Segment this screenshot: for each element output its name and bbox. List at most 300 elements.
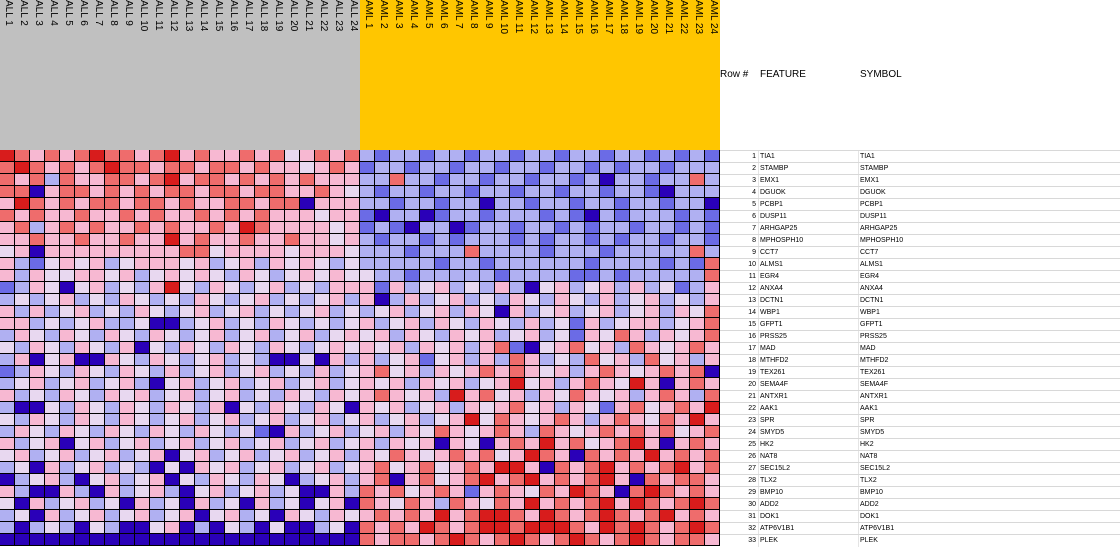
- heatmap-cell: [435, 510, 450, 522]
- heatmap-cell: [75, 522, 90, 534]
- column-label: [585, 0, 600, 150]
- heatmap-cell: [270, 534, 285, 546]
- heatmap-cell: [210, 306, 225, 318]
- column-label-text: ALL 9: [123, 0, 134, 26]
- heatmap-cell: [375, 510, 390, 522]
- heatmap-cell: [570, 354, 585, 366]
- heatmap-cell: [30, 438, 45, 450]
- heatmap-cell: [555, 270, 570, 282]
- row-symbol: BMP10: [860, 489, 883, 496]
- heatmap-cell: [345, 450, 360, 462]
- heatmap-cell: [60, 282, 75, 294]
- heatmap-cell: [510, 390, 525, 402]
- heatmap-cell: [45, 318, 60, 330]
- heatmap-cell: [360, 294, 375, 306]
- heatmap-cell: [195, 414, 210, 426]
- heatmap-cell: [600, 534, 615, 546]
- heatmap-cell: [0, 270, 15, 282]
- column-label: [705, 0, 720, 150]
- heatmap-cell: [75, 330, 90, 342]
- heatmap-cell: [495, 510, 510, 522]
- column-label: [345, 0, 360, 150]
- heatmap-cell: [150, 318, 165, 330]
- column-label-text: ALL 5: [63, 0, 74, 26]
- heatmap-cell: [435, 150, 450, 162]
- heatmap-cell: [150, 390, 165, 402]
- row-number: 20: [748, 381, 756, 388]
- heatmap-cell: [690, 522, 705, 534]
- heatmap-cell: [540, 522, 555, 534]
- heatmap-cell: [405, 414, 420, 426]
- heatmap-cell: [690, 450, 705, 462]
- heatmap-cell: [705, 318, 720, 330]
- heatmap-cell: [240, 294, 255, 306]
- heatmap-cell: [135, 210, 150, 222]
- heatmap-cell: [555, 306, 570, 318]
- heatmap-cell: [525, 354, 540, 366]
- heatmap-cell: [285, 306, 300, 318]
- heatmap-cell: [585, 438, 600, 450]
- heatmap-cell: [345, 522, 360, 534]
- heatmap-cell: [75, 294, 90, 306]
- heatmap-cell: [480, 306, 495, 318]
- heatmap-cell: [360, 366, 375, 378]
- heatmap-cell: [660, 234, 675, 246]
- heatmap-cell: [180, 486, 195, 498]
- heatmap-cell: [465, 426, 480, 438]
- heatmap-cell: [210, 282, 225, 294]
- heatmap-cell: [420, 222, 435, 234]
- heatmap-cell: [615, 510, 630, 522]
- heatmap-cell: [435, 438, 450, 450]
- heatmap-cell: [405, 270, 420, 282]
- column-label-text: ALL 3: [33, 0, 44, 26]
- heatmap-cell: [585, 534, 600, 546]
- heatmap-cell: [90, 522, 105, 534]
- column-label: [165, 0, 180, 150]
- heatmap-cell: [75, 162, 90, 174]
- heatmap-cell: [75, 222, 90, 234]
- heatmap-cell: [525, 378, 540, 390]
- heatmap-cell: [645, 162, 660, 174]
- heatmap-cell: [480, 510, 495, 522]
- heatmap-cell: [360, 318, 375, 330]
- heatmap-cell: [150, 414, 165, 426]
- heatmap-cell: [285, 186, 300, 198]
- heatmap-cell: [60, 330, 75, 342]
- heatmap-cell: [135, 522, 150, 534]
- heatmap-cell: [75, 150, 90, 162]
- heatmap-cell: [510, 522, 525, 534]
- heatmap-cell: [390, 462, 405, 474]
- heatmap-cell: [90, 294, 105, 306]
- heatmap-cell: [315, 306, 330, 318]
- heatmap-cell: [210, 246, 225, 258]
- heatmap-cell: [600, 294, 615, 306]
- heatmap-cell: [315, 162, 330, 174]
- heatmap-cell: [315, 342, 330, 354]
- heatmap-cell: [600, 426, 615, 438]
- heatmap-cell: [450, 498, 465, 510]
- heatmap-cell: [585, 426, 600, 438]
- heatmap-cell: [285, 414, 300, 426]
- heatmap-cell: [90, 426, 105, 438]
- heatmap-cell: [315, 198, 330, 210]
- heatmap-cell: [240, 510, 255, 522]
- heatmap-cell: [210, 486, 225, 498]
- heatmap-cell: [360, 150, 375, 162]
- heatmap-cell: [165, 390, 180, 402]
- column-label-text: AML 20: [648, 0, 659, 35]
- heatmap-cell: [390, 426, 405, 438]
- heatmap-cell: [555, 246, 570, 258]
- heatmap-cell: [585, 306, 600, 318]
- row-feature: SEMA4F: [760, 381, 789, 388]
- heatmap-cell: [270, 474, 285, 486]
- heatmap-cell: [690, 378, 705, 390]
- heatmap-cell: [120, 162, 135, 174]
- heatmap-cell: [285, 510, 300, 522]
- heatmap-cell: [705, 342, 720, 354]
- heatmap-cell: [210, 162, 225, 174]
- row-feature: WBP1: [760, 309, 780, 316]
- heatmap-cell: [675, 402, 690, 414]
- heatmap-cell: [675, 342, 690, 354]
- row-number: 6: [752, 213, 756, 220]
- heatmap-cell: [525, 450, 540, 462]
- heatmap-cell: [195, 258, 210, 270]
- row-number: 23: [748, 417, 756, 424]
- heatmap-cell: [630, 222, 645, 234]
- heatmap-cell: [555, 486, 570, 498]
- heatmap-cell: [405, 534, 420, 546]
- heatmap-cell: [630, 402, 645, 414]
- heatmap-cell: [195, 450, 210, 462]
- heatmap-cell: [570, 414, 585, 426]
- heatmap-cell: [300, 282, 315, 294]
- heatmap-cell: [300, 174, 315, 186]
- heatmap-cell: [705, 210, 720, 222]
- heatmap-cell: [105, 330, 120, 342]
- heatmap-cell: [525, 306, 540, 318]
- heatmap-cell: [345, 186, 360, 198]
- heatmap-cell: [405, 234, 420, 246]
- heatmap-cell: [75, 378, 90, 390]
- heatmap-cell: [675, 330, 690, 342]
- heatmap-cell: [690, 462, 705, 474]
- heatmap-cell: [585, 510, 600, 522]
- heatmap-cell: [555, 450, 570, 462]
- column-label-text: ALL 6: [78, 0, 89, 26]
- heatmap-cell: [195, 378, 210, 390]
- heatmap-cell: [375, 414, 390, 426]
- heatmap-cell: [45, 462, 60, 474]
- heatmap-cell: [285, 246, 300, 258]
- heatmap-cell: [630, 198, 645, 210]
- heatmap-cell: [60, 462, 75, 474]
- heatmap-cell: [150, 474, 165, 486]
- heatmap-cell: [300, 462, 315, 474]
- heatmap-cell: [45, 438, 60, 450]
- heatmap-cell: [480, 354, 495, 366]
- heatmap-cell: [210, 294, 225, 306]
- heatmap-cell: [480, 342, 495, 354]
- heatmap-cell: [30, 186, 45, 198]
- heatmap-cell: [360, 534, 375, 546]
- row-symbol: MTHFD2: [860, 357, 889, 364]
- heatmap-cell: [585, 174, 600, 186]
- heatmap-cell: [165, 282, 180, 294]
- heatmap-cell: [690, 534, 705, 546]
- heatmap-cell: [615, 222, 630, 234]
- heatmap-cell: [120, 198, 135, 210]
- column-label: [150, 0, 165, 150]
- heatmap-cell: [615, 234, 630, 246]
- heatmap-cell: [120, 186, 135, 198]
- heatmap-cell: [90, 174, 105, 186]
- heatmap-cell: [120, 222, 135, 234]
- heatmap-cell: [480, 186, 495, 198]
- row-symbol: EMX1: [860, 177, 880, 184]
- heatmap-cell: [270, 318, 285, 330]
- heatmap-cell: [450, 342, 465, 354]
- heatmap-cell: [180, 306, 195, 318]
- heatmap-cell: [270, 426, 285, 438]
- heatmap-cell: [225, 390, 240, 402]
- heatmap-cell: [285, 270, 300, 282]
- heatmap-cell: [510, 510, 525, 522]
- heatmap-cell: [390, 258, 405, 270]
- heatmap-cell: [225, 162, 240, 174]
- heatmap-cell: [540, 510, 555, 522]
- heatmap-cell: [120, 210, 135, 222]
- heatmap-cell: [645, 354, 660, 366]
- heatmap-cell: [405, 162, 420, 174]
- heatmap-cell: [435, 246, 450, 258]
- row-feature: EMX1: [760, 177, 780, 184]
- heatmap-cell: [255, 294, 270, 306]
- heatmap-cell: [330, 234, 345, 246]
- heatmap-cell: [225, 354, 240, 366]
- heatmap-cell: [105, 150, 120, 162]
- heatmap-cell: [435, 402, 450, 414]
- heatmap-cell: [390, 162, 405, 174]
- heatmap-cell: [390, 390, 405, 402]
- heatmap-cell: [90, 414, 105, 426]
- heatmap-cell: [300, 198, 315, 210]
- heatmap-cell: [495, 294, 510, 306]
- heatmap-cell: [195, 426, 210, 438]
- heatmap-cell: [255, 186, 270, 198]
- heatmap-cell: [240, 342, 255, 354]
- row-symbol: PCBP1: [860, 201, 883, 208]
- heatmap-cell: [285, 198, 300, 210]
- heatmap-cell: [240, 246, 255, 258]
- heatmap-cell: [45, 342, 60, 354]
- heatmap-cell: [705, 306, 720, 318]
- heatmap-cell: [480, 270, 495, 282]
- heatmap-cell: [480, 246, 495, 258]
- heatmap-cell: [390, 234, 405, 246]
- heatmap-cell: [555, 234, 570, 246]
- heatmap-cell: [195, 522, 210, 534]
- heatmap-cell: [360, 378, 375, 390]
- heatmap-cell: [30, 522, 45, 534]
- heatmap-cell: [450, 354, 465, 366]
- heatmap-cell: [330, 510, 345, 522]
- heatmap-cell: [165, 450, 180, 462]
- heatmap-cell: [360, 330, 375, 342]
- heatmap-cell: [45, 198, 60, 210]
- heatmap-cell: [165, 294, 180, 306]
- heatmap-cell: [75, 510, 90, 522]
- heatmap-cell: [120, 402, 135, 414]
- heatmap-cell: [570, 342, 585, 354]
- heatmap-cell: [255, 510, 270, 522]
- row-number: 28: [748, 477, 756, 484]
- heatmap-cell: [45, 174, 60, 186]
- heatmap-cell: [480, 222, 495, 234]
- heatmap-cell: [450, 306, 465, 318]
- heatmap-cell: [105, 162, 120, 174]
- heatmap-cell: [540, 342, 555, 354]
- heatmap-cell: [180, 186, 195, 198]
- heatmap-cell: [405, 366, 420, 378]
- column-label: [675, 0, 690, 150]
- heatmap-cell: [450, 366, 465, 378]
- heatmap-cell: [705, 282, 720, 294]
- heatmap-cell: [165, 210, 180, 222]
- heatmap-cell: [435, 222, 450, 234]
- heatmap-cell: [525, 174, 540, 186]
- heatmap-cell: [45, 210, 60, 222]
- heatmap-cell: [630, 234, 645, 246]
- heatmap-cell: [555, 210, 570, 222]
- heatmap-cell: [285, 438, 300, 450]
- heatmap-cell: [420, 282, 435, 294]
- heatmap-cell: [450, 390, 465, 402]
- heatmap-cell: [690, 342, 705, 354]
- column-label: [15, 0, 30, 150]
- heatmap-cell: [585, 258, 600, 270]
- heatmap-cell: [105, 234, 120, 246]
- heatmap-cell: [465, 378, 480, 390]
- heatmap-cell: [690, 198, 705, 210]
- heatmap-cell: [105, 486, 120, 498]
- heatmap-cell: [135, 222, 150, 234]
- heatmap-cell: [135, 354, 150, 366]
- heatmap-cell: [390, 330, 405, 342]
- heatmap-cell: [75, 366, 90, 378]
- heatmap-cell: [75, 534, 90, 546]
- heatmap-cell: [30, 342, 45, 354]
- heatmap-cell: [525, 198, 540, 210]
- row-number-header: Row #: [720, 69, 749, 80]
- heatmap-cell: [360, 306, 375, 318]
- heatmap-cell: [600, 474, 615, 486]
- heatmap-cell: [435, 462, 450, 474]
- heatmap-cell: [570, 294, 585, 306]
- heatmap-cell: [210, 390, 225, 402]
- heatmap-cell: [645, 174, 660, 186]
- heatmap-cell: [105, 474, 120, 486]
- heatmap-cell: [555, 222, 570, 234]
- column-label: [300, 0, 315, 150]
- heatmap-cell: [600, 330, 615, 342]
- heatmap-cell: [120, 294, 135, 306]
- heatmap-cell: [0, 186, 15, 198]
- heatmap-cell: [525, 330, 540, 342]
- heatmap-cell: [90, 306, 105, 318]
- heatmap-cell: [135, 366, 150, 378]
- heatmap-cell: [375, 522, 390, 534]
- column-label: [45, 0, 60, 150]
- heatmap-cell: [120, 414, 135, 426]
- heatmap-cell: [330, 414, 345, 426]
- row-symbol: ADD2: [860, 501, 879, 508]
- row-feature: PRSS25: [760, 333, 787, 340]
- heatmap-cell: [660, 150, 675, 162]
- heatmap-cell: [510, 186, 525, 198]
- heatmap-cell: [540, 426, 555, 438]
- heatmap-cell: [195, 402, 210, 414]
- row-feature: SPR: [760, 417, 775, 424]
- heatmap-cell: [255, 474, 270, 486]
- row-number: 1: [752, 153, 756, 160]
- heatmap-cell: [30, 306, 45, 318]
- column-label-text: AML 22: [678, 0, 689, 35]
- heatmap-cell: [120, 354, 135, 366]
- heatmap-cell: [195, 354, 210, 366]
- heatmap-cell: [630, 522, 645, 534]
- heatmap-cell: [465, 450, 480, 462]
- row-symbol: SMYD5: [860, 429, 885, 436]
- heatmap-cell: [420, 330, 435, 342]
- heatmap-cell: [360, 498, 375, 510]
- heatmap-cell: [420, 210, 435, 222]
- heatmap-cell: [600, 174, 615, 186]
- heatmap-cell: [375, 210, 390, 222]
- heatmap-cell: [645, 462, 660, 474]
- row-symbol: PRSS25: [860, 333, 887, 340]
- heatmap-cell: [210, 342, 225, 354]
- heatmap-cell: [690, 510, 705, 522]
- heatmap-cell: [540, 390, 555, 402]
- heatmap-cell: [510, 246, 525, 258]
- row-number: 12: [748, 285, 756, 292]
- heatmap-cell: [300, 366, 315, 378]
- heatmap-cell: [555, 354, 570, 366]
- heatmap-cell: [210, 522, 225, 534]
- heatmap-cell: [480, 426, 495, 438]
- heatmap-cell: [30, 198, 45, 210]
- heatmap-cell: [630, 486, 645, 498]
- heatmap-cell: [540, 282, 555, 294]
- column-label: [225, 0, 240, 150]
- heatmap-cell: [405, 318, 420, 330]
- heatmap-cell: [615, 342, 630, 354]
- heatmap-cell: [570, 282, 585, 294]
- heatmap-cell: [285, 150, 300, 162]
- heatmap-cell: [225, 450, 240, 462]
- heatmap-cell: [540, 534, 555, 546]
- heatmap-cell: [435, 450, 450, 462]
- column-label-text: ALL 23: [333, 0, 344, 32]
- heatmap-cell: [585, 246, 600, 258]
- row-symbol: TEX261: [860, 369, 886, 376]
- heatmap-cell: [240, 414, 255, 426]
- heatmap-cell: [450, 438, 465, 450]
